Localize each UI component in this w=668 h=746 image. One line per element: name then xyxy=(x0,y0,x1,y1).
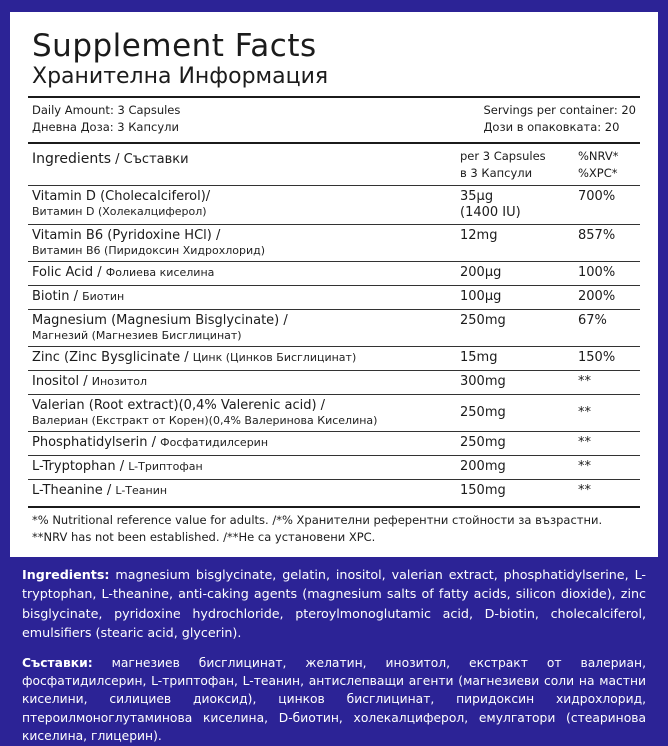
table-row xyxy=(28,262,640,285)
row-name-bg: Витамин D (Холекалциферол) xyxy=(32,204,207,218)
row-name-en: Phosphatidylserin / xyxy=(32,435,161,451)
page-title-bulgarian: Хранителна Информация xyxy=(32,63,329,89)
table-row xyxy=(28,371,640,394)
col-header-nrv-en: %NRV* xyxy=(578,149,619,164)
table-row xyxy=(28,186,640,225)
col-header-amount-en: per 3 Capsules xyxy=(460,149,546,164)
row-name-en: L-Tryptophan / xyxy=(32,459,129,475)
ingredients-english xyxy=(10,557,658,641)
row-amount: 200µg xyxy=(460,265,502,281)
row-nrv: ** xyxy=(578,404,591,420)
table-row xyxy=(28,225,640,261)
row-nrv: ** xyxy=(578,435,591,451)
table-row xyxy=(28,456,640,479)
col-header-ingredients-bg: Съставки xyxy=(123,152,189,168)
footnote-not-established: **NRV has not been established. /**Не са установени ХРС. xyxy=(32,529,376,544)
ingredients-label-bg: Съставки: xyxy=(22,655,93,670)
row-amount: 250mg xyxy=(460,435,506,451)
col-header-separator: / xyxy=(111,152,124,168)
row-name-en: Valerian (Root extract)(0,4% Valerenic acid) / xyxy=(32,398,326,414)
row-name-bg: Биотин xyxy=(82,290,125,304)
row-nrv: ** xyxy=(578,459,591,475)
row-name-en: Vitamin B6 (Pyridoxine HCl) / xyxy=(32,228,221,244)
daily-amount-en: Daily Amount: 3 Capsules xyxy=(32,102,181,117)
row-name-bg: Валериан (Екстракт от Корен)(0,4% Валеринова Киселина) xyxy=(32,414,378,428)
row-name-en: Folic Acid / xyxy=(32,265,106,281)
row-name-bg: L-Триптофан xyxy=(128,460,203,474)
row-nrv: 700% xyxy=(578,188,616,204)
row-amount: 100µg xyxy=(460,289,502,305)
row-name-bg: Цинк (Цинков Бисглицинат) xyxy=(192,351,357,365)
ingredients-bulgarian xyxy=(10,642,658,746)
ingredients-label-en: Ingredients: xyxy=(22,567,110,583)
col-header-ingredients-en: Ingredients xyxy=(32,151,111,168)
row-nrv: 100% xyxy=(578,265,616,281)
table-row xyxy=(28,480,640,503)
row-nrv: 67% xyxy=(578,313,607,329)
servings-per-container-en: Servings per container: 20 xyxy=(483,102,636,117)
row-amount: 250mg xyxy=(460,404,506,420)
row-nrv: 200% xyxy=(578,289,616,305)
col-header-nrv-bg: %XPC* xyxy=(578,165,618,180)
row-name-bg: Фосфатидилсерин xyxy=(160,436,269,450)
table-row xyxy=(28,432,640,455)
row-nrv: ** xyxy=(578,374,591,390)
table-row xyxy=(28,310,640,346)
row-amount: 12mg xyxy=(460,228,498,244)
row-name-bg: Магнезий (Магнезиев Бисглицинат) xyxy=(32,329,242,343)
daily-amount-bg: Дневна Доза: 3 Капсули xyxy=(32,119,179,134)
ingredients-text-en: magnesium bisglycinate, gelatin, inositol, valerian extract, phosphatidylserine, L-tryptophan, L-theanine, anti-caking agents (magnesium salts of fatty acids, silicon dioxide), zinc bisglycinate, pyridoxine hydrochloride, pteroylmonoglutamic acid, D-biotin, cholecalciferol, emulsifiers (stearic acid, glycerin). xyxy=(22,567,646,640)
row-amount: 35µg xyxy=(460,188,494,204)
row-name-en: Magnesium (Magnesium Bisglycinate) / xyxy=(32,313,288,329)
row-amount: 250mg xyxy=(460,313,506,329)
row-name-en: Inositol / xyxy=(32,374,92,390)
row-name-bg: Фолиева киселина xyxy=(105,266,215,280)
row-name-bg: L-Теанин xyxy=(115,484,168,498)
row-nrv: 150% xyxy=(578,350,616,366)
page-title: Supplement Facts xyxy=(32,28,317,64)
row-amount: 200mg xyxy=(460,459,506,475)
row-nrv: ** xyxy=(578,483,591,499)
row-name-bg: Витамин B6 (Пиридоксин Хидрохлорид) xyxy=(32,244,266,258)
serving-info xyxy=(28,98,640,140)
footnotes xyxy=(28,508,640,547)
row-name-en: Biotin / xyxy=(32,289,83,305)
table-row xyxy=(28,347,640,370)
row-name-en: L-Theanine / xyxy=(32,483,116,499)
row-amount: 15mg xyxy=(460,350,498,366)
row-amount: 300mg xyxy=(460,374,506,390)
col-header-amount-bg: в 3 Капсули xyxy=(460,165,533,180)
row-nrv: 857% xyxy=(578,228,616,244)
row-amount: 150mg xyxy=(460,483,506,499)
servings-per-container-bg: Дози в опаковката: 20 xyxy=(483,119,620,134)
row-name-en: Vitamin D (Cholecalciferol)/ xyxy=(32,188,211,204)
row-amount-secondary: (1400 IU) xyxy=(460,204,521,220)
footnote-nrv: *% Nutritional reference value for adults. /*% Хранителни референтни стойности за възрастни. xyxy=(32,513,603,528)
supplement-facts-panel xyxy=(10,12,658,557)
table-row xyxy=(28,395,640,431)
row-name-bg: Инозитол xyxy=(91,375,148,389)
row-name-en: Zinc (Zinc Bysglicinate / xyxy=(32,350,193,366)
ingredients-text-bg: магнезиев бисглицинат, желатин, инозитол, екстракт от валериан, фосфатидилсерин, L-триптофан, L-теанин, антислепващи агенти (магнезиеви соли на мастни киселини, силициев диоксид), цинков бисглицинат, пиридоксин хидрохлорид, птероилмоноглутаминова киселина, D-биотин, холекалциферол, емулгатори (стеаринова киселина, глицерин). xyxy=(22,655,646,744)
table-row xyxy=(28,286,640,309)
table-header-row xyxy=(28,144,640,184)
